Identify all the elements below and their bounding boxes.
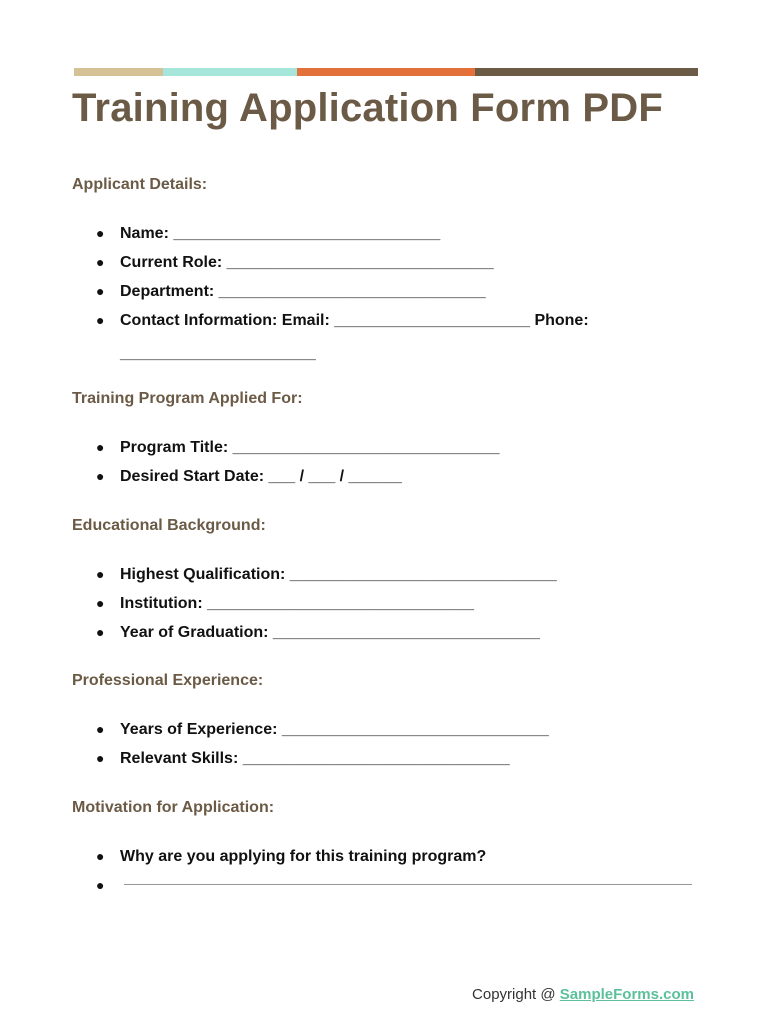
bullet-icon: ● <box>96 750 105 766</box>
field-institution[interactable]: ● Institution: ______________________________ <box>96 589 696 618</box>
motivation-field-list <box>96 842 696 900</box>
applicant-field-list <box>96 219 696 368</box>
color-segment-mint <box>163 68 297 76</box>
field-department[interactable]: ● Department: ______________________________ <box>96 277 696 306</box>
section-heading-program: Training Program Applied For: <box>72 390 303 407</box>
brand-link[interactable]: SampleForms.com <box>559 986 694 1003</box>
field-desired-start-date[interactable]: ● Desired Start Date: ___ / ___ / ______ <box>96 462 696 491</box>
field-program-title[interactable]: ● Program Title: ______________________________ <box>96 433 696 462</box>
field-motivation-answer[interactable] <box>96 871 696 900</box>
color-segment-brown <box>475 68 698 76</box>
color-segment-tan <box>74 68 163 76</box>
bullet-icon: ● <box>96 566 105 582</box>
section-heading-motivation: Motivation for Application: <box>72 799 275 816</box>
bullet-icon: ● <box>96 254 105 270</box>
field-current-role[interactable]: ● Current Role: ______________________________ <box>96 248 696 277</box>
footer-copyright: Copyright @ SampleForms.com <box>472 986 694 1003</box>
section-heading-education: Educational Background: <box>72 517 266 534</box>
bullet-icon: ● <box>96 877 105 893</box>
bullet-icon: ● <box>96 439 105 455</box>
bullet-icon: ● <box>96 848 105 864</box>
program-field-list <box>96 433 696 491</box>
bullet-icon: ● <box>96 283 105 299</box>
field-motivation-question: ● Why are you applying for this training program? <box>96 842 696 871</box>
section-heading-applicant: Applicant Details: <box>72 176 208 193</box>
header-color-bar <box>74 68 698 76</box>
experience-field-list <box>96 715 696 773</box>
field-contact-information[interactable]: ● Contact Information: Email: ______________________ Phone: ______________________ <box>96 306 696 368</box>
field-years-of-experience[interactable]: ● Years of Experience: ______________________________ <box>96 715 696 744</box>
bullet-icon: ● <box>96 312 105 328</box>
bullet-icon: ● <box>96 468 105 484</box>
answer-line[interactable] <box>124 883 692 885</box>
education-field-list <box>96 560 696 647</box>
section-heading-experience: Professional Experience: <box>72 672 264 689</box>
bullet-icon: ● <box>96 624 105 640</box>
field-relevant-skills[interactable]: ● Relevant Skills: ______________________________ <box>96 744 696 773</box>
bullet-icon: ● <box>96 225 105 241</box>
color-segment-orange <box>297 68 475 76</box>
page-title: Training Application Form PDF <box>72 86 663 130</box>
bullet-icon: ● <box>96 595 105 611</box>
bullet-icon: ● <box>96 721 105 737</box>
field-year-of-graduation[interactable]: ● Year of Graduation: ______________________________ <box>96 618 696 647</box>
field-name[interactable]: ● Name: ______________________________ <box>96 219 696 248</box>
field-highest-qualification[interactable]: ● Highest Qualification: ______________________________ <box>96 560 696 589</box>
